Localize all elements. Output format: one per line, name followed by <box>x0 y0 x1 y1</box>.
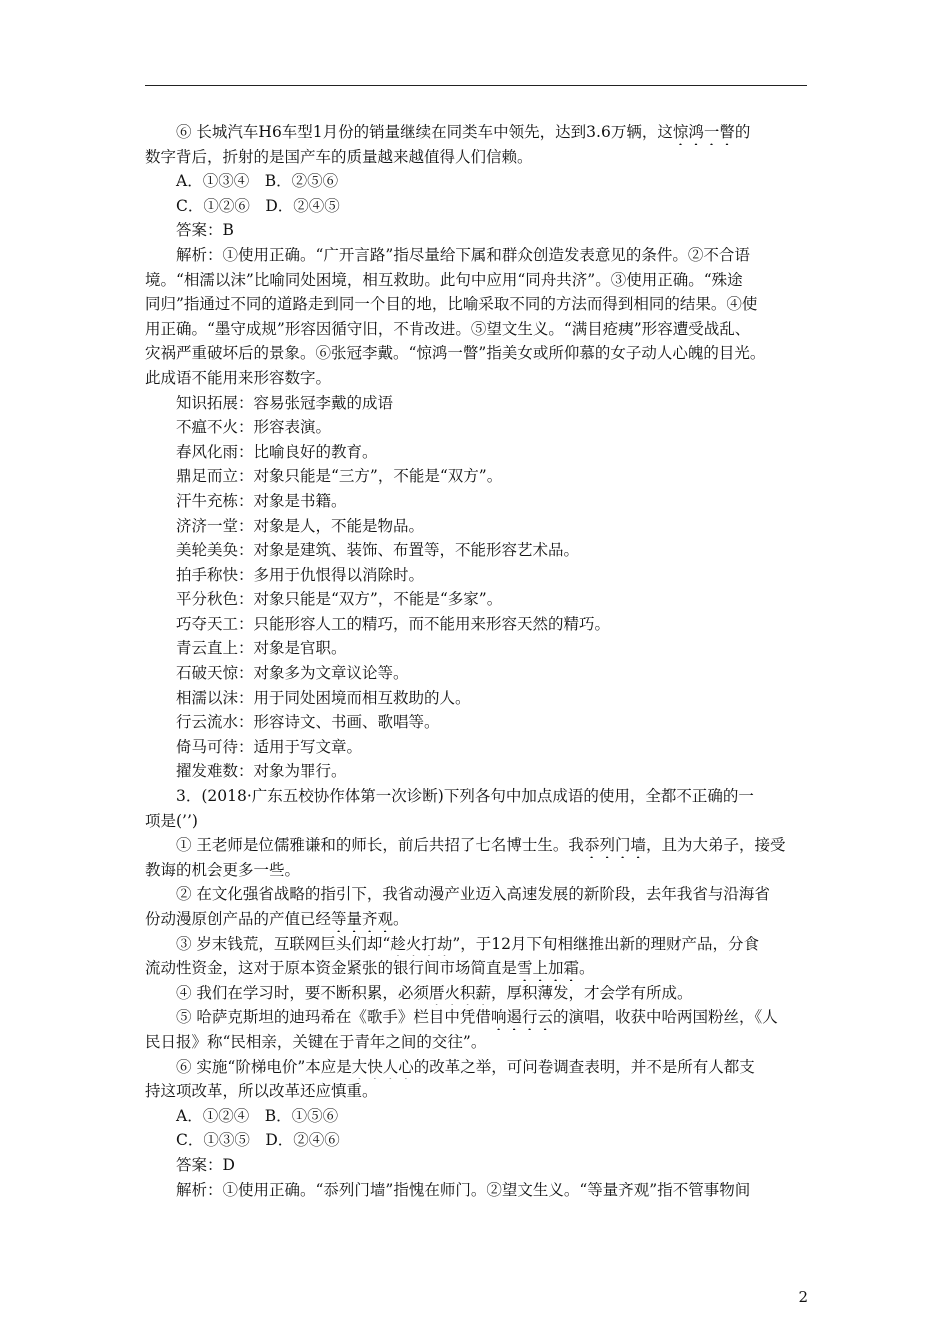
text-line <box>145 415 807 440</box>
page-number: 2 <box>798 1288 808 1306</box>
text-run: 数字背后，折射的是国产车的质量越来越值得人们信赖。 <box>145 147 533 166</box>
text-run: 济济一堂：对象是人，不能是物品。 <box>176 516 425 535</box>
text-line <box>145 440 807 465</box>
text-run: 的演唱，收获中哈两国粉丝，《人 <box>552 1008 778 1027</box>
text-run: ，且为大弟子，接受 <box>645 836 786 855</box>
text-run: 美轮美奂：对象是建筑、装饰、布置等，不能形容艺术品。 <box>176 541 580 560</box>
text-line <box>145 391 807 416</box>
text-run: 汗牛充栋：对象是书籍。 <box>176 491 347 510</box>
text-run: 行云流水：形容诗文、书画、歌唱等。 <box>176 713 440 732</box>
text-run: ③ 岁末钱荒，互联网巨头们却“ <box>176 934 391 953</box>
text-run: 民日报》称“民相亲，关键在于青年之间的交往”。 <box>145 1032 487 1051</box>
text-line <box>145 686 807 711</box>
text-run: 倚马可待：适用于写文章。 <box>176 737 363 756</box>
emphasized-idiom: 雪上加霜 <box>517 959 580 978</box>
text-run: 不瘟不火：形容表演。 <box>176 418 332 437</box>
text-line <box>145 514 807 539</box>
text-line <box>145 145 807 170</box>
text-line <box>145 243 807 268</box>
text-run: 解析：①使用正确。“忝列门墙”指愧在师门。②望文生义。“等量齐观”指不管事物间 <box>176 1180 751 1199</box>
text-run: ① 王老师是位儒雅谦和的师长，前后共招了七名博士生。我 <box>176 836 584 855</box>
emphasized-idiom: 趁火打劫 <box>390 934 453 953</box>
text-line <box>145 464 807 489</box>
text-run: 平分秋色：对象只能是“双方”，不能是“多家”。 <box>176 590 503 609</box>
text-line <box>145 809 807 834</box>
text-line <box>145 710 807 735</box>
text-run: 教诲的机会更多一些。 <box>145 860 301 879</box>
text-line <box>145 1153 807 1178</box>
text-run: ”，于12月下旬相继推出新的理财产品，分食 <box>452 934 760 953</box>
text-line <box>145 1055 807 1080</box>
text-line <box>145 636 807 661</box>
text-line <box>145 612 807 637</box>
text-run: 解析：①使用正确。“广开言路”指尽量给下属和群众创造发表意见的条件。②不合语 <box>176 245 750 264</box>
emphasized-idiom: 惊鸿一瞥 <box>672 123 735 141</box>
page-body <box>145 120 807 1202</box>
text-run: ⑥ 实施“阶梯电价”本应是 <box>176 1057 352 1076</box>
text-run: 石破天惊：对象多为文章议论等。 <box>176 664 409 683</box>
text-run: 青云直上：对象是官职。 <box>176 639 347 658</box>
text-line <box>145 1104 807 1129</box>
emphasized-idiom: 等量齐观 <box>331 910 394 928</box>
text-run: 同归”指通过不同的道路走到同一个目的地，比喻采取不同的方法而得到相同的结果。④使 <box>145 295 758 314</box>
text-run: 持这项改革，所以改革还应慎重。 <box>145 1082 378 1101</box>
text-run: 春风化雨：比喻良好的教育。 <box>176 442 378 461</box>
text-line <box>145 882 807 907</box>
text-line <box>145 1005 807 1030</box>
text-run: A．①②④ B．①⑤⑥ <box>176 1106 339 1125</box>
text-line <box>145 1030 807 1055</box>
text-run: 知识拓展：容易张冠李戴的成语 <box>176 393 394 412</box>
text-run: 答案：D <box>176 1155 235 1174</box>
text-line <box>145 956 807 981</box>
text-line <box>145 169 807 194</box>
text-line <box>145 268 807 293</box>
text-line <box>145 218 807 243</box>
text-run: ⑥ 长城汽车H6车型1月份的销量继续在同类车中领先，达到3.6万辆，这 <box>176 123 673 141</box>
text-run: 此成语不能用来形容数字。 <box>145 368 332 387</box>
text-run: 鼎足而立：对象只能是“三方”，不能是“双方”。 <box>176 467 503 486</box>
emphasized-idiom: 响遏行云 <box>490 1008 553 1027</box>
text-line <box>145 932 807 957</box>
text-line <box>145 120 807 145</box>
text-run: 境。“相濡以沫”比喻同处困境，相互救助。此句中应用“同舟共济”。③使用正确。“殊途 <box>145 270 743 289</box>
emphasized-idiom: 大快人心 <box>351 1057 414 1076</box>
text-run: 用正确。“墨守成规”形容因循守旧，不肯改进。⑤望文生义。“满目疮痍”形容遭受战乱、 <box>145 319 751 338</box>
text-line <box>145 317 807 342</box>
text-line <box>145 194 807 219</box>
text-line <box>145 366 807 391</box>
text-line <box>145 341 807 366</box>
text-line <box>145 1128 807 1153</box>
text-line <box>145 1178 807 1203</box>
text-run: ⑤ 哈萨克斯坦的迪玛希在《歌手》栏目中凭借 <box>176 1008 491 1027</box>
text-run: 项是(’’) <box>145 811 198 830</box>
text-line <box>145 858 807 883</box>
text-run: 。 <box>393 910 409 928</box>
text-run: 巧夺天工：只能形容人工的精巧，而不能用来形容天然的精巧。 <box>176 614 611 633</box>
text-run: 。 <box>579 959 595 978</box>
text-run: 的 <box>734 123 751 141</box>
text-line <box>145 907 807 932</box>
emphasized-idiom: 忝列门墙 <box>583 836 646 855</box>
text-line <box>145 661 807 686</box>
text-line <box>145 538 807 563</box>
text-run: C．①③⑤ D．②④⑥ <box>176 1131 340 1150</box>
text-run: 灾祸严重破坏后的景象。⑥张冠李戴。“惊鸿一瞥”指美女或所仰慕的女子动人心魄的目光。 <box>145 344 766 363</box>
text-run: ④ 我们在学习时，要不断积累，必须 <box>176 983 429 1002</box>
text-run: A．①③④ B．②⑤⑥ <box>176 172 339 191</box>
text-line <box>145 1079 807 1104</box>
emphasized-idiom: 厝火积薪 <box>428 983 491 1002</box>
header-rule <box>145 85 807 86</box>
text-line <box>145 784 807 809</box>
text-line <box>145 489 807 514</box>
text-run: 相濡以沫：用于同处困境而相互救助的人。 <box>176 688 471 707</box>
text-line <box>145 735 807 760</box>
text-run: 擢发难数：对象为罪行。 <box>176 762 347 781</box>
text-run: 答案：B <box>176 221 234 240</box>
text-run: ，厚积薄发，才会学有所成。 <box>490 983 693 1002</box>
text-run: 份动漫原创产品的产值已经 <box>145 910 332 928</box>
text-line <box>145 981 807 1006</box>
text-run: 拍手称快：多用于仇恨得以消除时。 <box>176 565 425 584</box>
text-line <box>145 833 807 858</box>
text-line <box>145 759 807 784</box>
text-run: 的改革之举，可问卷调查表明，并不是所有人都支 <box>413 1057 755 1076</box>
text-run: C．①②⑥ D．②④⑤ <box>176 196 340 215</box>
text-run: 3．(2018·广东五校协作体第一次诊断)下列各句中加点成语的使用，全都不正确的一 <box>176 787 754 806</box>
text-run: ② 在文化强省战略的指引下，我省动漫产业迈入高速发展的新阶段，去年我省与沿海省 <box>176 885 770 904</box>
text-run: 流动性资金，这对于原本资金紧张的银行间市场简直是 <box>145 959 518 978</box>
text-line <box>145 587 807 612</box>
text-line <box>145 292 807 317</box>
text-line <box>145 563 807 588</box>
